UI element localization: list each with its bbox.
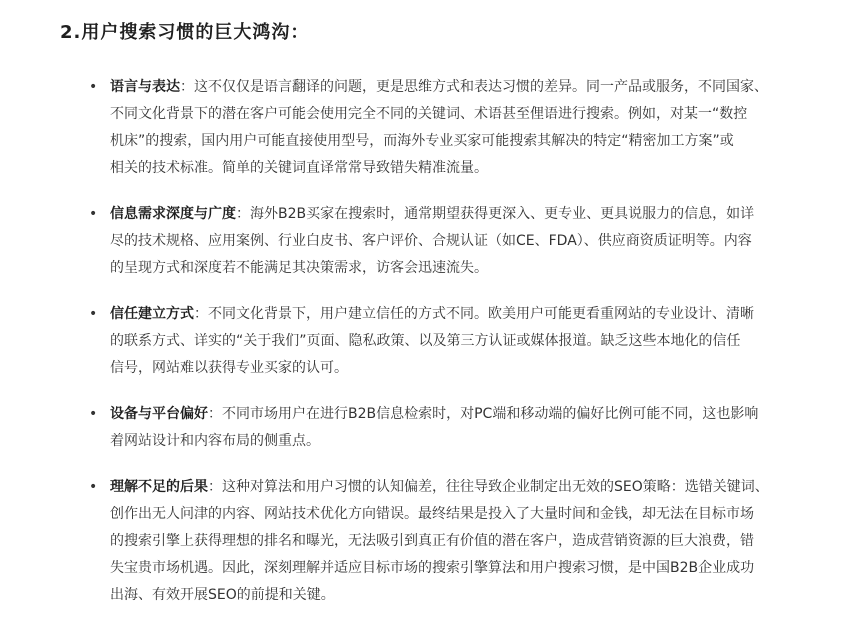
term-separator: ：	[180, 79, 194, 95]
bullet-icon: •	[89, 79, 98, 95]
list-item-line	[110, 401, 826, 428]
list-item-line	[110, 201, 826, 228]
term-separator: ：	[208, 479, 222, 495]
bullet-icon: •	[89, 479, 98, 495]
list-item-device-preference	[86, 401, 826, 455]
list-item-text: 出海、有效开展SEO的前提和关键。	[110, 587, 335, 603]
term-separator: ：	[208, 406, 222, 422]
list-item-text: 尽的技术规格、应用案例、行业白皮书、客户评价、合规认证（如CE、FDA）、供应商资质证明等。内容	[110, 233, 752, 249]
bullet-icon: •	[89, 206, 98, 222]
list-item-consequences	[86, 474, 826, 609]
list-item-text: 信号，网站难以获得专业买家的认可。	[110, 360, 348, 376]
list-item-trust-building	[86, 301, 826, 382]
list-item-term: 信任建立方式	[110, 306, 194, 322]
list-item-text: 相关的技术标准。简单的关键词直译常常导致错失精准流量。	[110, 160, 488, 176]
list-item-term: 信息需求深度与广度	[110, 206, 236, 222]
list-item-information-needs	[86, 201, 826, 282]
section-title: 2.用户搜索习惯的巨大鸿沟：	[60, 22, 310, 43]
list-item-line	[110, 74, 826, 101]
list-item-text: 的联系方式、详实的“关于我们”页面、隐私政策、以及第三方认证或媒体报道。缺乏这些本地化的信任	[110, 333, 741, 349]
list-item-text: 这不仅仅是语言翻译的问题，更是思维方式和表达习惯的差异。同一产品或服务，不同国家、	[194, 79, 768, 95]
list-item-language-expression	[86, 74, 826, 182]
list-item-text: 不同文化背景下的潜在客户可能会使用完全不同的关键词、术语甚至俚语进行搜索。例如，对某一“数控	[110, 106, 748, 122]
list-item-text: 创作出无人问津的内容、网站技术优化方向错误。最终结果是投入了大量时间和金钱，却无法在目标市场	[110, 506, 754, 522]
list-item-line	[110, 474, 826, 501]
list-item-term: 理解不足的后果	[110, 479, 208, 495]
list-item-term: 设备与平台偏好	[110, 406, 208, 422]
list-item-text: 机床”的搜索，国内用户可能直接使用型号，而海外专业买家可能搜索其解决的特定“精密加工方案”或	[110, 133, 734, 149]
list-item-text: 不同市场用户在进行B2B信息检索时，对PC端和移动端的偏好比例可能不同，这也影响	[222, 406, 759, 422]
list-item-text: 着网站设计和内容布局的侧重点。	[110, 433, 320, 449]
list-item-text: 海外B2B买家在搜索时，通常期望获得更深入、更专业、更具说服力的信息，如详	[250, 206, 755, 222]
list-item-text: 的呈现方式和深度若不能满足其决策需求，访客会迅速流失。	[110, 260, 488, 276]
term-separator: ：	[236, 206, 250, 222]
list-item-term: 语言与表达	[110, 79, 180, 95]
list-item-text: 失宝贵市场机遇。因此，深刻理解并适应目标市场的搜索引擎算法和用户搜索习惯，是中国B2B企业成功	[110, 560, 755, 576]
bullet-list	[86, 74, 826, 628]
term-separator: ：	[194, 306, 208, 322]
list-item-line	[110, 301, 826, 328]
bullet-icon: •	[89, 406, 98, 422]
list-item-text: 的搜索引擎上获得理想的排名和曝光，无法吸引到真正有价值的潜在客户，造成营销资源的巨大浪费，错	[110, 533, 754, 549]
bullet-icon: •	[89, 306, 98, 322]
list-item-text: 这种对算法和用户习惯的认知偏差，往往导致企业制定出无效的SEO策略：选错关键词、	[222, 479, 769, 495]
list-item-text: 不同文化背景下，用户建立信任的方式不同。欧美用户可能更看重网站的专业设计、清晰	[208, 306, 754, 322]
